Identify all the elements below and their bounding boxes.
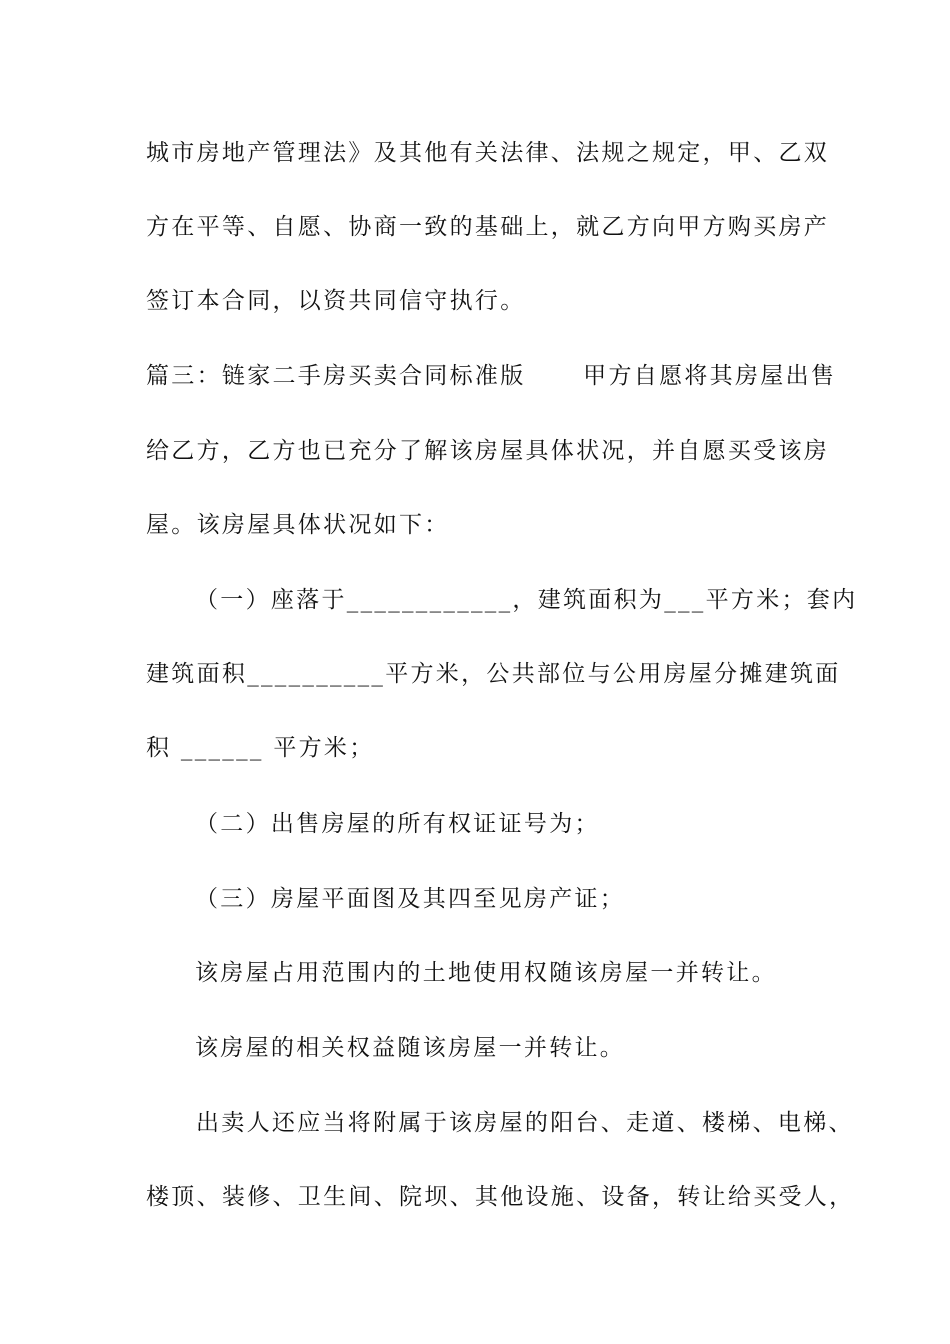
paragraph-line: 出卖人还应当将附属于该房屋的阳台、走道、楼梯、电梯、: [196, 1110, 854, 1136]
text-line: 给乙方，乙方也已充分了解该房屋具体状况，并自愿买受该房: [146, 438, 830, 464]
text-line: 建筑面积__________平方米，公共部位与公用房屋分摊建筑面: [146, 661, 841, 687]
text-line: 楼顶、装修、卫生间、院坝、其他设施、设备，转让给买受人，: [146, 1184, 855, 1210]
clause-line: （一）座落于____________，建筑面积为___平方米；套内: [195, 587, 858, 613]
clause-line: （三）房屋平面图及其四至见房产证；: [195, 886, 626, 912]
text-line: 方在平等、自愿、协商一致的基础上，就乙方向甲方购买房产: [146, 214, 830, 240]
text-line: 屋。该房屋具体状况如下：: [146, 512, 450, 538]
clause-line: （二）出售房屋的所有权证证号为；: [195, 811, 600, 837]
paragraph-line: 该房屋的相关权益随该房屋一并转让。: [195, 1035, 626, 1061]
text-line: 签订本合同，以资共同信守执行。: [146, 288, 526, 314]
text-line: 城市房地产管理法》及其他有关法律、法规之规定，甲、乙双: [146, 140, 830, 166]
section-heading-line: 篇三：链家二手房买卖合同标准版 甲方自愿将其房屋出售: [146, 363, 837, 389]
paragraph-line: 该房屋占用范围内的土地使用权随该房屋一并转让。: [195, 960, 777, 986]
text-line: 积 ______ 平方米；: [146, 735, 375, 761]
